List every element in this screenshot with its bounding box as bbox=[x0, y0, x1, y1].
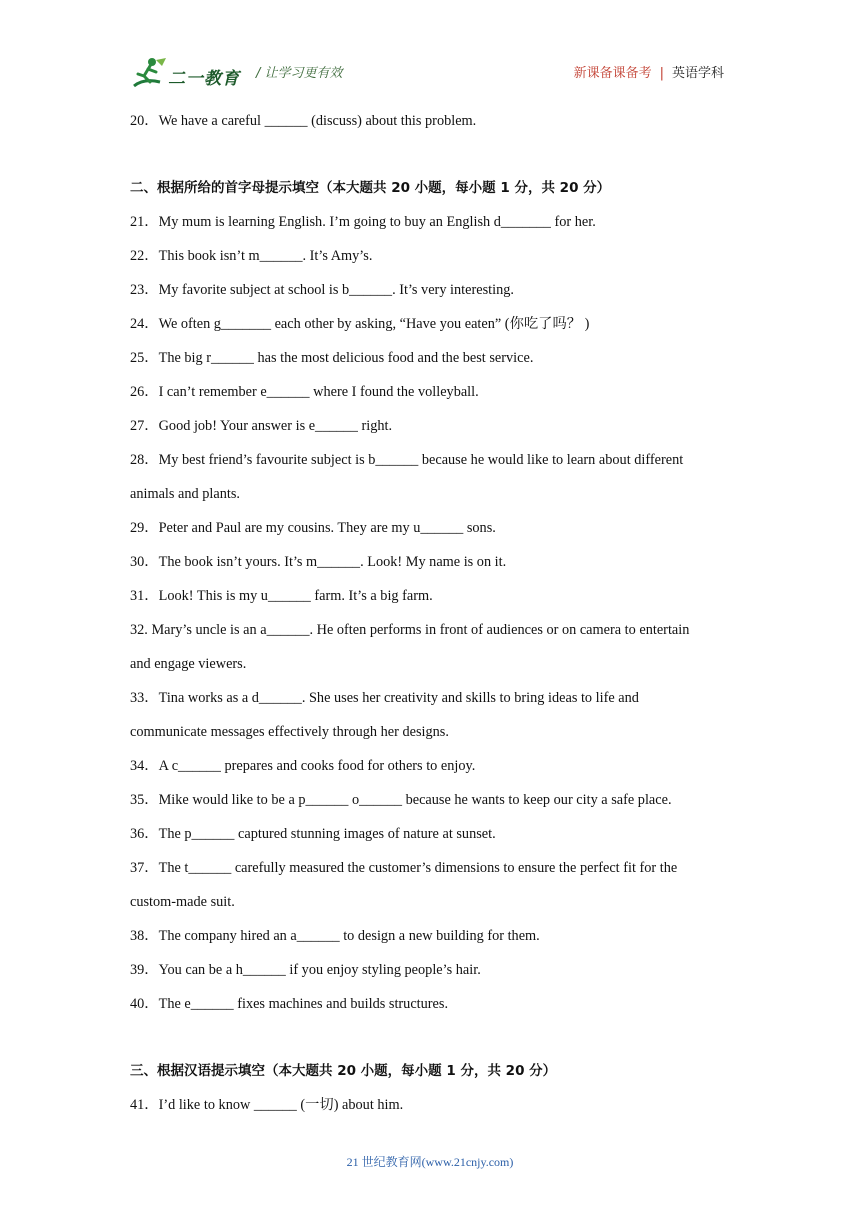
question-line: 31．Look! This is my u______ farm. It’s a big farm. bbox=[130, 588, 433, 604]
subject-label: 英语学科 bbox=[671, 66, 724, 81]
question-line: 34．A c______ prepares and cooks food for others to enjoy. bbox=[130, 758, 476, 774]
header-right bbox=[574, 62, 724, 81]
question-line: 37．The t______ carefully measured the customer’s dimensions to ensure the perfect fit for the bbox=[130, 860, 678, 876]
runner-logo-icon bbox=[130, 56, 170, 90]
question-line: and engage viewers. bbox=[130, 656, 247, 672]
course-label: 新课备课备考 bbox=[573, 66, 652, 81]
question-line: 21．My mum is learning English. I’m going to buy an English d_______ for her. bbox=[130, 214, 596, 230]
question-line: 35．Mike would like to be a p______ o______ because he wants to keep our city a safe place. bbox=[130, 792, 672, 808]
question-line: 26．I can’t remember e______ where I found the volleyball. bbox=[130, 384, 479, 400]
question-line: 38．The company hired an a______ to design a new building for them. bbox=[130, 928, 540, 944]
spacer bbox=[130, 138, 740, 171]
question-line: 25．The big r______ has the most delicious food and the best service. bbox=[130, 350, 534, 366]
question-line: animals and plants. bbox=[130, 486, 240, 502]
logo-text: 二一教育 bbox=[168, 69, 240, 89]
question-line: 40．The e______ fixes machines and builds structures. bbox=[130, 996, 449, 1012]
slogan: / 让学习更有效 bbox=[256, 66, 343, 81]
logo bbox=[130, 56, 240, 90]
page-header bbox=[130, 52, 730, 92]
document-body bbox=[130, 104, 740, 1122]
question-line: custom-made suit. bbox=[130, 894, 235, 910]
spacer bbox=[130, 1021, 740, 1054]
question-line: 23．My favorite subject at school is b______. It’s very interesting. bbox=[130, 282, 514, 298]
question-line: 33．Tina works as a d______. She uses her creativity and skills to bring ideas to life and bbox=[130, 690, 639, 706]
question-line: 27．Good job! Your answer is e______ right. bbox=[130, 418, 393, 434]
question-line: 39．You can be a h______ if you enjoy styling people’s hair. bbox=[130, 962, 481, 978]
question-line: 28．My best friend’s favourite subject is b______ because he would like to learn about different bbox=[130, 452, 684, 468]
question-line: 36．The p______ captured stunning images of nature at sunset. bbox=[130, 826, 496, 842]
question-line: 29．Peter and Paul are my cousins. They are my u______ sons. bbox=[130, 520, 496, 536]
header-separator: | bbox=[659, 66, 664, 81]
question-line: 41．I’d like to know ______ (一切) about him. bbox=[130, 1097, 404, 1113]
question-line: 24．We often g_______ each other by asking, “Have you eaten” (你吃了吗？ ) bbox=[130, 316, 590, 332]
section-heading: 三、根据汉语提示填空（本大题共 20 小题，每小题 1 分，共 20 分） bbox=[130, 1063, 557, 1079]
section-heading: 二、根据所给的首字母提示填空（本大题共 20 小题，每小题 1 分，共 20 分） bbox=[130, 180, 611, 196]
question-line: 20．We have a careful ______ (discuss) about this problem. bbox=[130, 113, 477, 129]
page-footer: 21 世纪教育网(www.21cnjy.com) bbox=[346, 1155, 514, 1169]
question-line: 32. Mary’s uncle is an a______. He often performs in front of audiences or on camera to entertain bbox=[130, 622, 690, 638]
question-line: 30．The book isn’t yours. It’s m______. Look! My name is on it. bbox=[130, 554, 507, 570]
question-line: 22．This book isn’t m______. It’s Amy’s. bbox=[130, 248, 373, 264]
question-line: communicate messages effectively through her designs. bbox=[130, 724, 449, 740]
